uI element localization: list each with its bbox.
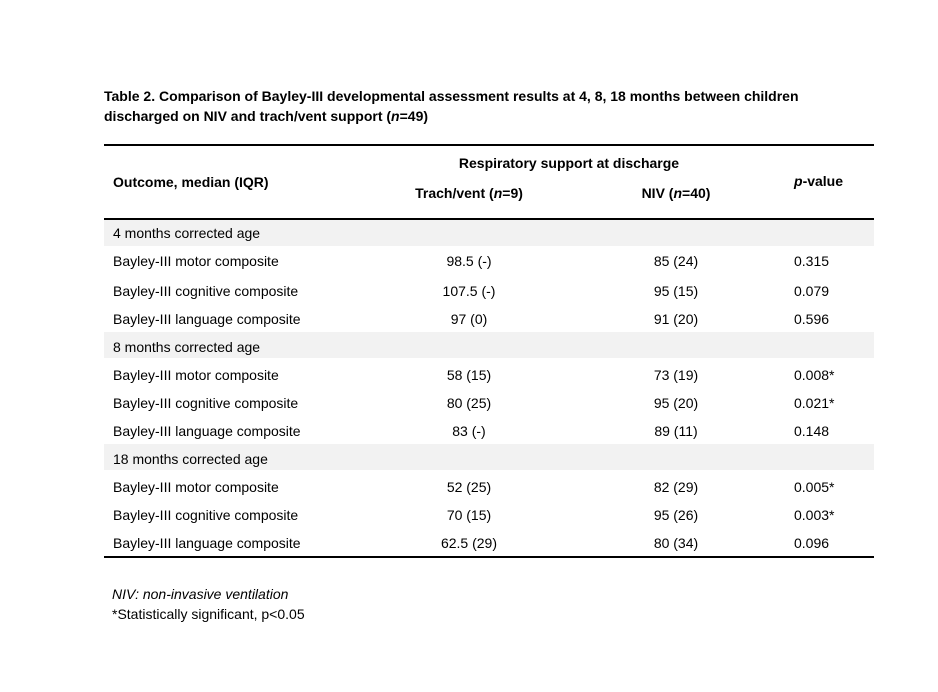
table-top-rule bbox=[104, 144, 874, 146]
row-trach-value: 97 (0) bbox=[450, 311, 488, 327]
row-measure: Bayley-III cognitive composite bbox=[113, 395, 299, 411]
row-niv-value: 95 (26) bbox=[653, 507, 699, 523]
header-outcome: Outcome, median (IQR) bbox=[113, 174, 269, 190]
row-trach-value: 70 (15) bbox=[446, 507, 492, 523]
row-pvalue: 0.148 bbox=[794, 423, 830, 439]
row-niv-value: 80 (34) bbox=[653, 535, 699, 551]
header-col-niv: NIV (n=40) bbox=[641, 185, 711, 201]
footnote-significance: *Statistically significant, p<0.05 bbox=[112, 606, 305, 622]
caption-suffix: =49) bbox=[399, 108, 429, 124]
row-pvalue: 0.005* bbox=[794, 479, 835, 495]
row-niv-value: 85 (24) bbox=[653, 253, 699, 269]
row-pvalue: 0.021* bbox=[794, 395, 835, 411]
row-trach-value: 52 (25) bbox=[446, 479, 492, 495]
footnote-abbreviation: NIV: non-invasive ventilation bbox=[112, 586, 289, 602]
row-niv-value: 89 (11) bbox=[654, 423, 698, 439]
row-trach-value: 98.5 (-) bbox=[446, 253, 492, 269]
row-measure: Bayley-III cognitive composite bbox=[113, 507, 299, 523]
row-niv-value: 91 (20) bbox=[653, 311, 699, 327]
caption-n: n bbox=[391, 108, 400, 124]
row-niv-value: 82 (29) bbox=[653, 479, 699, 495]
section-label: 18 months corrected age bbox=[113, 451, 268, 467]
row-measure: Bayley-III language composite bbox=[113, 423, 301, 439]
row-measure: Bayley-III motor composite bbox=[113, 479, 279, 495]
row-pvalue: 0.079 bbox=[794, 283, 830, 299]
row-measure: Bayley-III language composite bbox=[113, 311, 301, 327]
row-measure: Bayley-III motor composite bbox=[113, 367, 279, 383]
table-caption bbox=[104, 86, 804, 126]
header-col-trach: Trach/vent (n=9) bbox=[415, 185, 523, 201]
row-trach-value: 80 (25) bbox=[446, 395, 492, 411]
table-bottom-rule bbox=[104, 556, 874, 558]
row-niv-value: 95 (20) bbox=[653, 395, 699, 411]
row-measure: Bayley-III language composite bbox=[113, 535, 301, 551]
caption-prefix: Table 2. Comparison of Bayley-III developmental assessment results at 4, 8, 18 months between children discharged on NIV and trach/vent support ( bbox=[104, 88, 799, 124]
row-trach-value: 58 (15) bbox=[446, 367, 492, 383]
row-pvalue: 0.596 bbox=[794, 311, 830, 327]
row-pvalue: 0.008* bbox=[794, 367, 835, 383]
row-trach-value: 62.5 (29) bbox=[440, 535, 498, 551]
row-niv-value: 95 (15) bbox=[653, 283, 699, 299]
header-col-pvalue: p-value bbox=[794, 173, 844, 189]
row-trach-value: 83 (-) bbox=[452, 423, 486, 439]
row-measure: Bayley-III motor composite bbox=[113, 253, 279, 269]
row-pvalue: 0.003* bbox=[794, 507, 835, 523]
row-trach-value: 107.5 (-) bbox=[442, 283, 496, 299]
row-measure: Bayley-III cognitive composite bbox=[113, 283, 299, 299]
row-pvalue: 0.315 bbox=[794, 253, 830, 269]
row-niv-value: 73 (19) bbox=[653, 367, 699, 383]
section-label: 8 months corrected age bbox=[113, 339, 261, 355]
header-group-title: Respiratory support at discharge bbox=[458, 155, 680, 171]
row-pvalue: 0.096 bbox=[794, 535, 830, 551]
section-label: 4 months corrected age bbox=[113, 225, 261, 241]
